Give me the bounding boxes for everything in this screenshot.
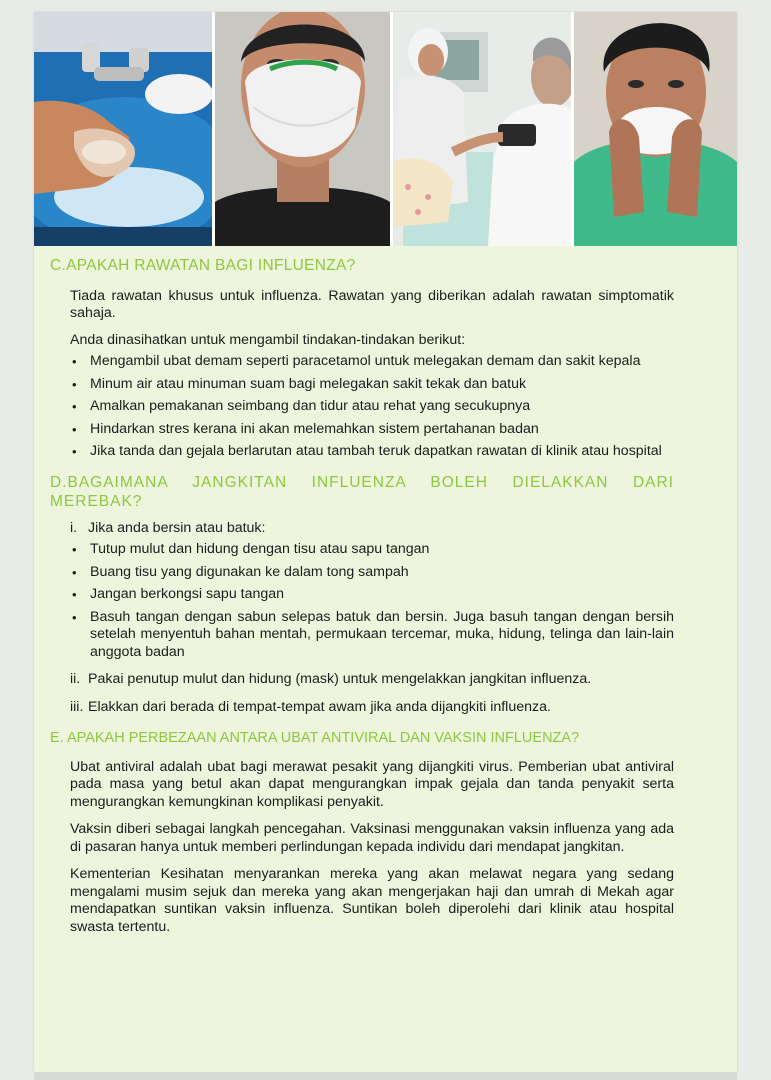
list-item: • Jangan berkongsi sapu tangan bbox=[70, 586, 674, 604]
section-d-body bbox=[70, 520, 674, 717]
list-item: • Tutup mulut dan hidung dengan tisu atau sapu tangan bbox=[70, 541, 674, 559]
list-item: • Jika tanda dan gejala berlarutan atau tambah teruk dapatkan rawatan di klinik atau hospital bbox=[70, 443, 674, 461]
section-c-body bbox=[70, 288, 674, 461]
section-d-title: BAGAIMANA JANGKITAN INFLUENZA BOLEH DIELAKKAN DARI MEREBAK? bbox=[50, 473, 674, 510]
item-number: i. bbox=[70, 519, 78, 536]
section-e-heading bbox=[50, 730, 674, 748]
item-number: ii. bbox=[70, 671, 81, 687]
section-e-body bbox=[70, 759, 674, 937]
section-e-paragraph-3: Kementerian Kesihatan menyarankan mereka yang akan melawat negara yang sedang mengalami musim sejuk dan mereka yang akan mengerjakan haji dan umrah di Mekah agar mendapatkan suntikan vaksin influenza. Suntikan boleh diperolehi dari klinik atau hospital swasta tertentu. bbox=[70, 866, 674, 935]
photo-strip bbox=[34, 12, 737, 246]
section-d-item-i bbox=[70, 520, 674, 538]
list-item: • Hindarkan stres kerana ini akan melemahkan sistem pertahanan badan bbox=[70, 421, 674, 439]
section-c-heading bbox=[50, 257, 674, 275]
item-text: Pakai penutup mulut dan hidung (mask) untuk mengelakkan jangkitan influenza. bbox=[88, 671, 592, 687]
section-e-paragraph-1: Ubat antiviral adalah ubat bagi merawat pesakit yang dijangkiti virus. Pemberian ubat antiviral pada masa yang betul akan dapat mengurangkan impak gejala dan tanda penyakit serta mengurangkan kemungkinan komplikasi penyakit. bbox=[70, 758, 674, 810]
section-e-title: APAKAH PERBEZAAN ANTARA UBAT ANTIVIRAL DAN VAKSIN INFLUENZA? bbox=[66, 730, 580, 746]
item-text: Elakkan dari berada di tempat-tempat awam jika anda dijangkiti influenza. bbox=[88, 698, 551, 715]
section-e-letter: E. bbox=[50, 730, 64, 746]
section-c-paragraph-2: Anda dinasihatkan untuk mengambil tindakan-tindakan berikut: bbox=[70, 331, 466, 348]
leaflet-content bbox=[50, 257, 674, 936]
sneezing-photo bbox=[574, 12, 737, 246]
page-bottom-edge bbox=[34, 1072, 737, 1080]
section-e-paragraph-2: Vaksin diberi sebagai langkah pencegahan. Vaksinasi menggunakan vaksin influenza yang ada di pasaran hanya untuk memberi perlindungan kepada individu dari mendapat jangkitan. bbox=[70, 821, 674, 855]
blood-pressure-photo bbox=[393, 12, 571, 246]
section-d-item-ii bbox=[70, 671, 674, 689]
list-item: • Amalkan pemakanan seimbang dan tidur atau rehat yang secukupnya bbox=[70, 398, 674, 416]
section-c-paragraph-1: Tiada rawatan khusus untuk influenza. Rawatan yang diberikan adalah rawatan simptomatik sahaja. bbox=[70, 287, 674, 321]
list-item: • Basuh tangan dengan sabun selepas batuk dan bersin. Juga basuh tangan dengan bersih setelah menyentuh bahan mentah, permukaan tercemar, muka, hidung, telinga dan lain-lain anggota badan bbox=[70, 609, 674, 662]
section-c-bullet-list bbox=[70, 353, 674, 461]
list-item: • Mengambil ubat demam seperti paracetamol untuk melegakan demam dan sakit kepala bbox=[70, 353, 674, 371]
section-d-item-iii bbox=[70, 699, 674, 717]
item-number: iii. bbox=[70, 698, 84, 715]
list-item: • Buang tisu yang digunakan ke dalam tong sampah bbox=[70, 564, 674, 582]
section-c-letter: C. bbox=[50, 257, 67, 274]
section-d-letter: D. bbox=[50, 473, 68, 491]
section-d-sub-bullets bbox=[70, 541, 674, 661]
section-d-heading bbox=[50, 473, 674, 511]
list-item: • Minum air atau minuman suam bagi melegakan sakit tekak dan batuk bbox=[70, 376, 674, 394]
handwashing-photo bbox=[34, 12, 212, 246]
section-c-title: APAKAH RAWATAN BAGI INFLUENZA? bbox=[66, 257, 356, 274]
item-text: Jika anda bersin atau batuk: bbox=[88, 519, 266, 536]
face-mask-photo bbox=[215, 12, 390, 246]
